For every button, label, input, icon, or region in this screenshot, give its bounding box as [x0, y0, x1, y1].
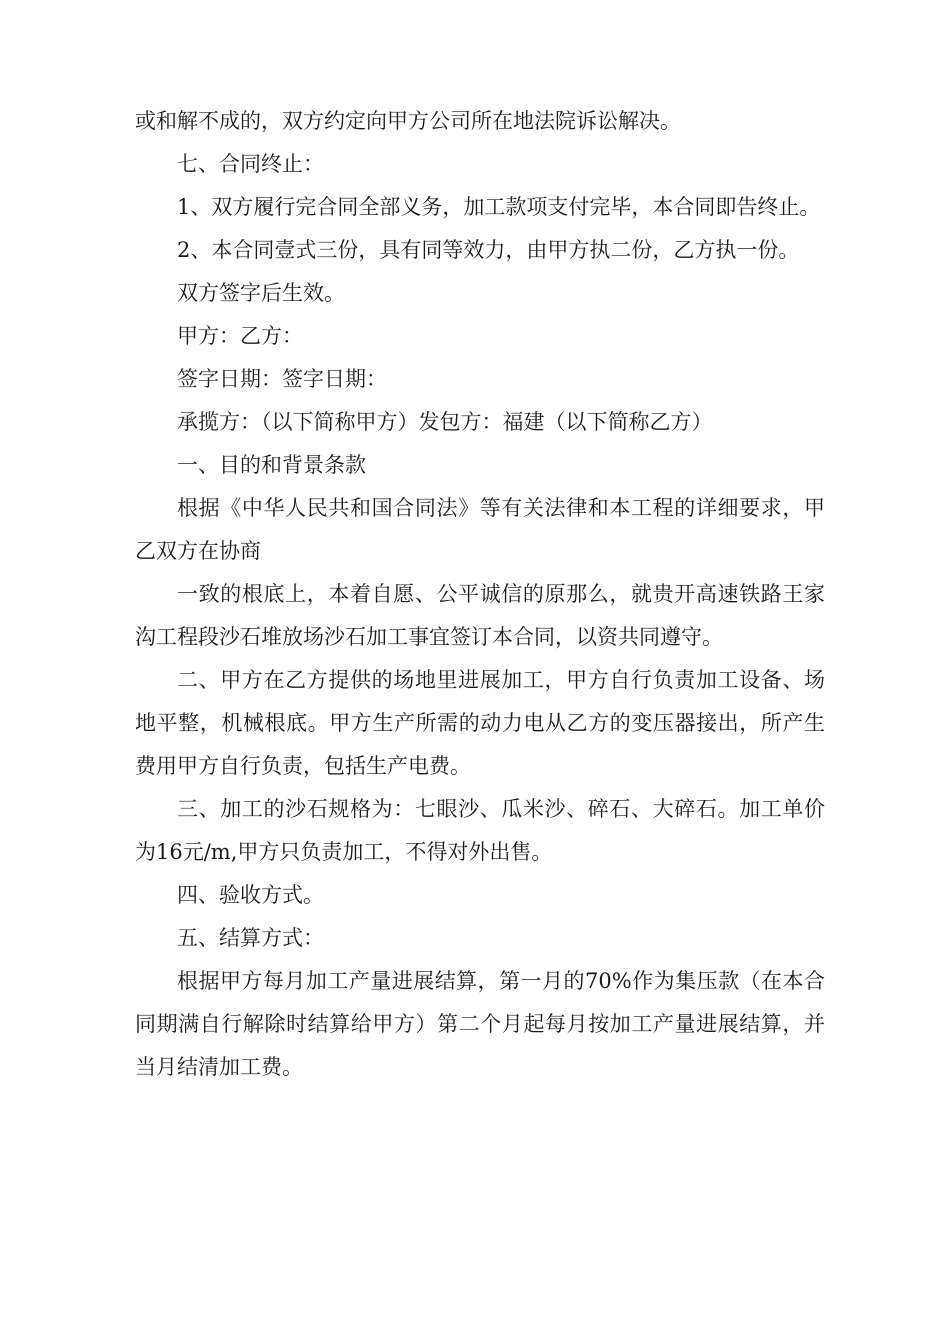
signature-parties: 甲方：乙方：	[177, 324, 303, 348]
contract-parties-line: 承揽方：（以下简称甲方）发包方：福建（以下简称乙方）	[177, 410, 713, 434]
paragraph-dispute-resolution: 或和解不成的，双方约定向甲方公司所在地法院诉讼解决。	[135, 109, 681, 133]
heading-contract-termination: 七、合同终止：	[177, 152, 324, 176]
paragraph-effective: 双方签字后生效。	[177, 281, 345, 305]
paragraph-termination-clause-2: 2、本合同壹式三份，具有同等效力，由甲方执二份，乙方执一份。	[177, 238, 800, 262]
paragraph-termination-clause-1: 1、双方履行完合同全部义务，加工款项支付完毕，本合同即告终止。	[177, 195, 821, 219]
paragraph-clause-3: 三、加工的沙石规格为：七眼沙、瓜米沙、碎石、大碎石。加工单价为16元/m,甲方只负责加工，不得对外出售。	[135, 797, 825, 864]
heading-settlement-method: 五、结算方式：	[177, 926, 324, 950]
heading-acceptance-method: 四、验收方式。	[177, 883, 324, 907]
paragraph-agreement-basis: 一致的根底上，本着自愿、公平诚信的原那么，就贵开高速铁路王家沟工程段沙石堆放场沙石加工事宜签订本合同，以资共同遵守。	[135, 582, 825, 649]
document-body	[135, 100, 825, 1089]
paragraph-legal-basis: 根据《中华人民共和国合同法》等有关法律和本工程的详细要求，甲乙双方在协商	[135, 496, 825, 563]
paragraph-settlement-details: 根据甲方每月加工产量进展结算，第一月的70%作为集压款（在本合同期满自行解除时结算给甲方）第二个月起每月按加工产量进展结算，并当月结清加工费。	[135, 969, 825, 1079]
signature-dates: 签字日期：签字日期：	[177, 367, 387, 391]
heading-purpose-background: 一、目的和背景条款	[177, 453, 366, 477]
paragraph-clause-2: 二、甲方在乙方提供的场地里进展加工，甲方自行负责加工设备、场地平整，机械根底。甲方生产所需的动力电从乙方的变压器接出，所产生费用甲方自行负责，包括生产电费。	[135, 668, 825, 778]
